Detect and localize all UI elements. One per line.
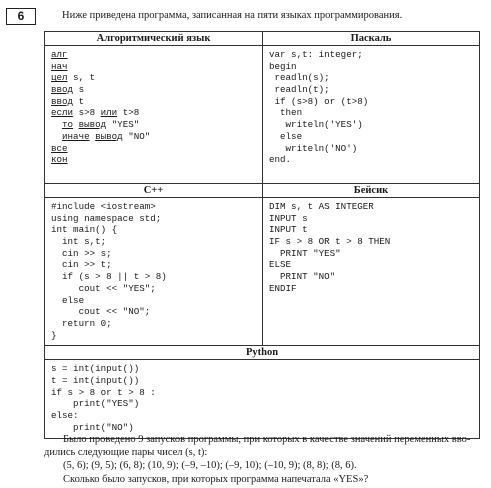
code-line (51, 84, 262, 96)
code-line (51, 131, 262, 143)
code-line: if s > 8 or t > 8 : (51, 386, 156, 398)
code-line: print("YES") (51, 398, 140, 410)
code-line: INPUT s (269, 212, 308, 224)
keyword: вывод (78, 119, 107, 131)
code-line: cout << "YES"; (51, 282, 156, 294)
code-line: then (269, 107, 303, 119)
code-line: PRINT "YES" (269, 247, 341, 259)
algo-code (45, 46, 262, 170)
keyword: нач (51, 60, 68, 72)
header-cpp: C++ (45, 184, 263, 198)
code-table (44, 31, 480, 439)
code-line: using namespace std; (51, 212, 162, 224)
number-pairs: (5, 6); (9, 5); (6, 8); (10, 9); (–9, –10); (–9, 10); (–10, 9); (8, 8); (8, 6). (63, 460, 357, 472)
code-line (51, 49, 262, 61)
code-line: else (51, 294, 85, 306)
code-line: begin (269, 60, 297, 72)
code-line (51, 119, 262, 131)
text-line: дились следующие пары чисел (s, t): (44, 447, 208, 459)
keyword: вывод (95, 130, 123, 142)
keyword: то (62, 119, 74, 131)
code-line: cin >> s; (51, 247, 112, 259)
code-text (51, 131, 62, 142)
python-code (45, 360, 479, 437)
code-line: var s,t: integer; (269, 49, 363, 60)
keyword: или (100, 107, 118, 119)
keyword: алг (51, 49, 68, 60)
header-algo: Алгоритмический язык (45, 32, 263, 46)
header-python: Python (45, 346, 480, 360)
code-line (51, 143, 262, 155)
keyword: все (51, 142, 68, 154)
header-basic: Бейсик (263, 184, 480, 198)
code-line: int main() { (51, 224, 118, 236)
code-line (51, 61, 262, 73)
code-line: #include <iostream> (51, 201, 156, 212)
code-line: int s,t; (51, 236, 107, 248)
code-line: if (s > 8 || t > 8) (51, 271, 167, 283)
code-line: ENDIF (269, 282, 297, 294)
code-line: DIM s, t AS INTEGER (269, 201, 374, 212)
question: Сколько было запусков, при которых программа напечатала «YES»? (63, 473, 369, 485)
code-line (51, 72, 262, 84)
code-text: s, t (67, 72, 96, 84)
header-pascal: Паскаль (263, 32, 480, 46)
keyword: иначе (62, 130, 90, 142)
code-line: else: (51, 410, 79, 421)
code-text: s (73, 84, 85, 96)
code-line: } (51, 329, 57, 341)
cpp-code (45, 198, 262, 345)
code-line (51, 96, 262, 108)
code-line: PRINT "NO" (269, 271, 336, 283)
code-text: s>8 (73, 107, 101, 119)
code-line: cin >> t; (51, 259, 112, 271)
code-line (51, 107, 262, 119)
keyword: кон (51, 154, 68, 166)
code-line: print("NO") (51, 421, 134, 433)
code-line: writeln('NO') (269, 142, 358, 154)
code-line: readln(t); (269, 84, 330, 96)
code-text: "NO" (122, 130, 151, 142)
task-text (44, 433, 484, 486)
code-line: writeln('YES') (269, 119, 363, 131)
keyword: цел (51, 72, 68, 84)
code-line: return 0; (51, 317, 112, 329)
code-line (51, 154, 262, 166)
code-text: t (73, 95, 85, 107)
code-line: cout << "NO"; (51, 306, 151, 318)
pascal-code (263, 46, 479, 170)
keyword: если (51, 107, 74, 119)
code-line: if (s>8) or (t>8) (269, 95, 369, 107)
code-text: "YES" (106, 119, 140, 131)
basic-code (263, 198, 479, 299)
code-line: s = int(input()) (51, 363, 140, 375)
code-line: end. (269, 154, 292, 166)
keyword: ввод (51, 84, 74, 96)
text-line: Было проведено 9 запусков программы, при которых в качестве значений переменных вво- (63, 434, 471, 445)
task-intro: Ниже приведена программа, записанная на пяти языках программирования. (62, 10, 403, 21)
code-text: t>8 (117, 107, 140, 119)
code-line: t = int(input()) (51, 374, 140, 386)
code-line: else (269, 130, 303, 142)
keyword: ввод (51, 95, 74, 107)
code-line: readln(s); (269, 72, 330, 84)
code-line: ELSE (269, 259, 292, 271)
code-text (51, 119, 62, 130)
code-line: INPUT t (269, 224, 308, 236)
code-line: IF s > 8 OR t > 8 THEN (269, 236, 391, 248)
task-number-box: 6 (6, 8, 36, 25)
